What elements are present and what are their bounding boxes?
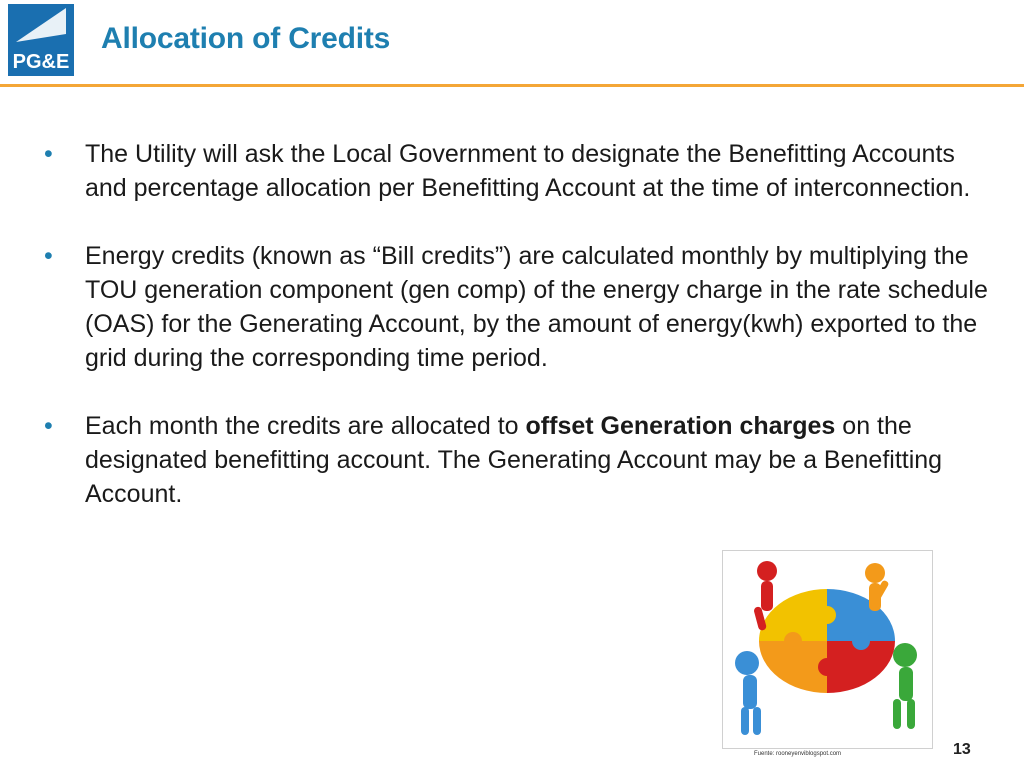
blue-figure [735, 651, 761, 735]
bullet-item [44, 137, 994, 205]
bullet-item [44, 409, 994, 511]
bullet-dot-icon: • [44, 242, 53, 270]
puzzle-people-illustration [722, 550, 933, 749]
bullet-text-tail: on the designated benefitting account. The Generating Account may be a Benefitting Account. [85, 412, 943, 508]
bullet-item [44, 239, 994, 375]
bullet-emphasis: offset Generation charges [525, 412, 836, 440]
page-number: 13 [953, 741, 971, 758]
logo-text: PG&E [12, 51, 70, 73]
pge-logo-icon [8, 4, 74, 76]
image-credit: Fuente: rooneyenviblogspot.com [754, 751, 842, 757]
slide-title: Allocation of Credits [101, 22, 391, 55]
bullet-text: The Utility will ask the Local Government to designate the Benefitting Accounts and percentage allocation per Benefitting Account at the time of interconnection. [85, 140, 971, 202]
title-divider [0, 84, 1024, 87]
bullet-dot-icon: • [44, 412, 53, 440]
bullet-text: Energy credits (known as “Bill credits”) are calculated monthly by multiplying the TOU generation component (gen comp) of the energy charge in the rate schedule (OAS) for the Generating Account, by the amount of energy(kwh) exported to the grid during the corresponding time period. [85, 242, 988, 372]
green-figure [893, 643, 917, 729]
bullet-list [44, 137, 994, 545]
bullet-text: Each month the credits are allocated to [85, 412, 526, 440]
bullet-dot-icon: • [44, 140, 53, 168]
